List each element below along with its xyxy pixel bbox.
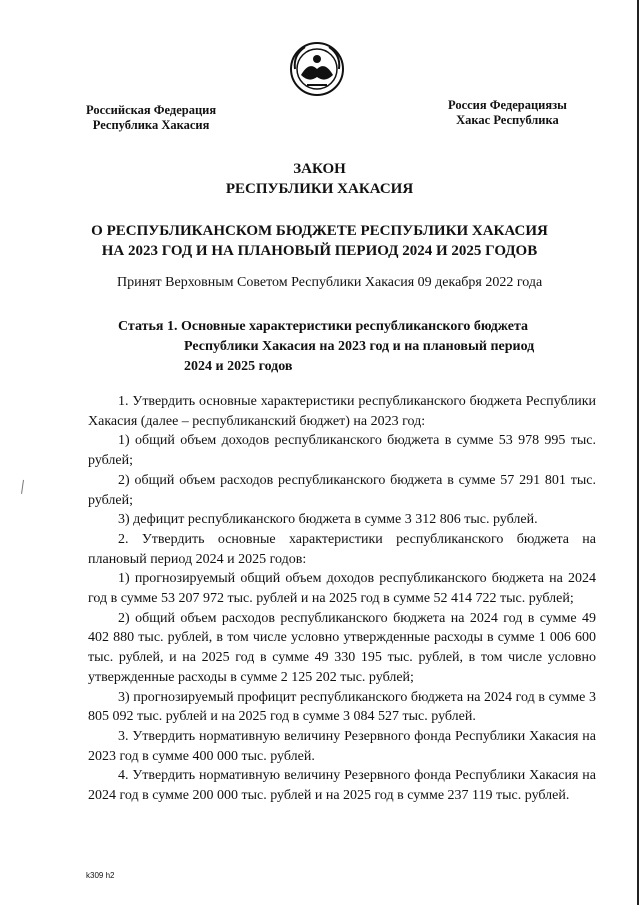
header-right xyxy=(448,98,567,128)
paragraph: 2) общий объем расходов республиканского бюджета на 2024 год в сумме 49 402 880 тыс. рублей, в том числе условно утвержденные расходы в сумме 1 006 600 тыс. рублей, и на 2025 год в сумме 49 330 195 тыс. рублей, в том числе условно утвержденные расходы в сумме 2 125 202 тыс. рублей; xyxy=(88,610,596,685)
law-title-line2: РЕСПУБЛИКИ ХАКАСИЯ xyxy=(225,181,414,197)
article-heading-line2: Республики Хакасия на 2023 год и на плановый период xyxy=(184,339,535,354)
law-title-line1: ЗАКОН xyxy=(293,161,346,177)
paragraph: 3) прогнозируемый профицит республиканского бюджета на 2024 год в сумме 3 805 092 тыс. рублей и на 2025 год в сумме 3 084 527 тыс. рублей. xyxy=(88,689,596,725)
coat-of-arms-icon xyxy=(289,41,345,97)
paragraph: 4. Утвердить нормативную величину Резервного фонда Республики Хакасия на 2024 год в сумме 200 000 тыс. рублей и на 2025 год в сумме 237 119 тыс. рублей. xyxy=(88,768,596,804)
header-right-line2: Хакас Республика xyxy=(456,113,559,127)
paragraph: 1) прогнозируемый общий объем доходов республиканского бюджета на 2024 год в сумме 53 207 972 тыс. рублей и на 2025 год в сумме 52 414 722 тыс. рублей; xyxy=(88,571,596,607)
header-right-line1: Россия Федерациязы xyxy=(448,98,567,112)
footer-code: k309 h2 xyxy=(86,871,115,880)
adoption-note: Принят Верховным Советом Республики Хакасия 09 декабря 2022 года xyxy=(117,275,543,290)
paragraph: 3. Утвердить нормативную величину Резервного фонда Республики Хакасия на 2023 год в сумме 400 000 тыс. рублей. xyxy=(88,728,596,764)
paragraph: 2. Утвердить основные характеристики республиканского бюджета на плановый период 2024 и 2025 годов: xyxy=(88,531,596,567)
article-heading-line1: Статья 1. Основные характеристики республиканского бюджета xyxy=(118,319,529,334)
law-subject-line2: НА 2023 ГОД И НА ПЛАНОВЫЙ ПЕРИОД 2024 И 2025 ГОДОВ xyxy=(101,243,538,259)
paragraph: 1) общий объем доходов республиканского бюджета в сумме 53 978 995 тыс. рублей; xyxy=(88,433,596,469)
pen-mark xyxy=(21,480,26,494)
law-subject xyxy=(0,221,639,261)
article-heading xyxy=(118,317,598,377)
header-left xyxy=(86,103,216,133)
law-title xyxy=(0,159,639,199)
law-subject-line1: О РЕСПУБЛИКАНСКОМ БЮДЖЕТЕ РЕСПУБЛИКИ ХАКАСИЯ xyxy=(91,223,548,239)
header-left-line2: Республика Хакасия xyxy=(92,118,210,132)
header-left-line1: Российская Федерация xyxy=(86,103,217,117)
article-body xyxy=(88,392,596,806)
article-heading-line3: 2024 и 2025 годов xyxy=(184,359,293,374)
paragraph: 3) дефицит республиканского бюджета в сумме 3 312 806 тыс. рублей. xyxy=(118,512,538,528)
paragraph: 2) общий объем расходов республиканского бюджета в сумме 57 291 801 тыс. рублей; xyxy=(88,472,596,508)
paragraph: 1. Утвердить основные характеристики республиканского бюджета Республики Хакасия (далее – республиканский бюджет) на 2023 год: xyxy=(88,394,596,429)
